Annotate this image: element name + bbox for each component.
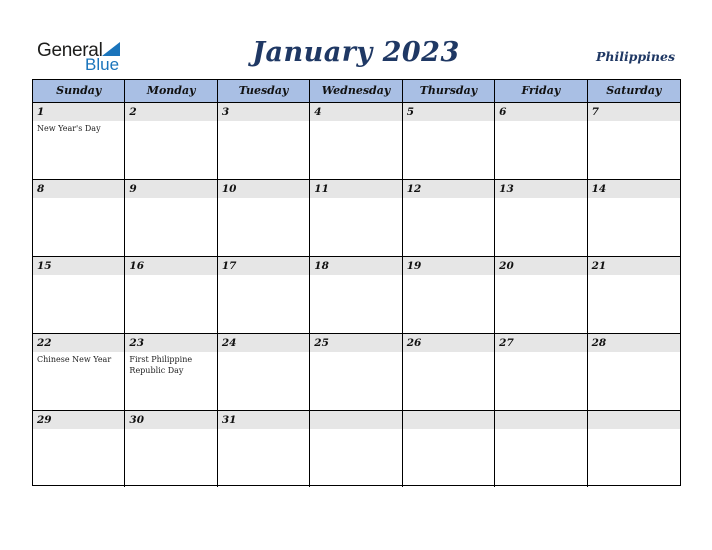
empty-day-cell	[495, 411, 587, 487]
week-row	[33, 103, 680, 180]
day-number-bar	[588, 411, 680, 429]
day-cell	[218, 180, 310, 256]
day-cell	[495, 257, 587, 333]
logo-word-blue: Blue	[85, 55, 120, 74]
day-number: 17	[221, 260, 237, 272]
holiday-label: Chinese New Year	[37, 355, 112, 364]
day-cell	[33, 103, 125, 179]
empty-day-cell	[588, 411, 680, 487]
empty-day-cell	[403, 411, 495, 487]
day-cell	[218, 411, 310, 487]
day-number-bar	[495, 103, 586, 121]
weekday-header-row	[33, 80, 680, 103]
empty-day-cell	[310, 411, 402, 487]
day-number-bar	[310, 103, 401, 121]
logo-word-general: General	[37, 40, 103, 61]
week-row	[33, 257, 680, 334]
day-number: 24	[221, 337, 237, 349]
day-cell	[495, 334, 587, 410]
day-number-bar	[495, 411, 586, 429]
calendar-grid	[32, 79, 681, 486]
day-number: 28	[591, 337, 607, 349]
day-number: 29	[37, 414, 52, 426]
week-row	[33, 180, 680, 257]
day-cell	[588, 334, 680, 410]
day-number: 11	[314, 183, 329, 195]
day-number: 4	[314, 106, 322, 118]
calendar-title: January 2023	[252, 37, 460, 68]
day-number: 21	[591, 260, 607, 272]
day-number: 25	[314, 337, 329, 349]
day-number-bar	[588, 103, 680, 121]
day-number: 1	[37, 106, 45, 118]
day-cell	[125, 411, 217, 487]
day-number: 15	[37, 260, 52, 272]
day-number: 26	[406, 337, 422, 349]
day-number: 19	[406, 260, 422, 272]
day-number: 2	[129, 106, 137, 118]
day-cell	[588, 103, 680, 179]
day-cell	[310, 334, 402, 410]
day-cell	[125, 334, 217, 410]
day-cell	[33, 257, 125, 333]
day-number: 31	[221, 414, 237, 426]
day-cell	[310, 103, 402, 179]
day-number: 3	[221, 106, 230, 118]
day-cell	[218, 257, 310, 333]
day-number: 12	[406, 183, 422, 195]
day-cell	[125, 257, 217, 333]
country-label: Philippines	[595, 49, 675, 64]
day-number: 5	[406, 106, 415, 118]
week-row	[33, 411, 680, 487]
holiday-label: First Philippine Republic Day	[129, 355, 193, 375]
day-cell	[125, 180, 217, 256]
week-row	[33, 334, 680, 411]
day-cell	[33, 180, 125, 256]
weekday-thursday: Thursday	[403, 80, 495, 102]
day-cell	[310, 257, 402, 333]
day-number: 23	[129, 337, 145, 349]
day-cell	[495, 180, 587, 256]
day-number: 7	[591, 106, 599, 118]
day-cell	[310, 180, 402, 256]
weekday-saturday: Saturday	[606, 84, 662, 97]
day-number: 16	[129, 260, 145, 272]
weekday-friday: Friday	[495, 80, 587, 102]
weeks-container	[33, 103, 680, 487]
day-number: 8	[37, 183, 45, 195]
day-cell	[33, 411, 125, 487]
day-cell	[218, 103, 310, 179]
day-number: 30	[129, 414, 145, 426]
day-cell	[403, 257, 495, 333]
day-number-bar	[218, 103, 309, 121]
day-cell	[403, 180, 495, 256]
day-number: 27	[499, 337, 514, 349]
day-number: 9	[129, 183, 137, 195]
day-number: 13	[499, 183, 514, 195]
day-cell	[403, 103, 495, 179]
holiday-label: New Year's Day	[37, 124, 101, 133]
weekday-wednesday: Wednesday	[310, 80, 402, 102]
day-number: 22	[37, 337, 52, 349]
day-number: 6	[499, 106, 507, 118]
day-cell	[495, 103, 587, 179]
day-cell	[588, 180, 680, 256]
day-number-bar	[125, 180, 216, 198]
day-number: 18	[314, 260, 329, 272]
day-number: 10	[221, 183, 237, 195]
day-number: 14	[591, 183, 607, 195]
day-cell	[125, 103, 217, 179]
day-number-bar	[125, 103, 216, 121]
day-cell	[218, 334, 310, 410]
day-cell	[403, 334, 495, 410]
day-number-bar	[33, 180, 124, 198]
weekday-tuesday: Tuesday	[218, 80, 310, 102]
weekday-sunday: Sunday	[33, 80, 125, 102]
day-number-bar	[310, 411, 401, 429]
day-number-bar	[403, 103, 494, 121]
day-cell	[588, 257, 680, 333]
day-number: 20	[499, 260, 514, 272]
day-number-bar	[33, 103, 124, 121]
day-cell	[33, 334, 125, 410]
day-number-bar	[403, 411, 494, 429]
weekday-monday: Monday	[125, 80, 217, 102]
